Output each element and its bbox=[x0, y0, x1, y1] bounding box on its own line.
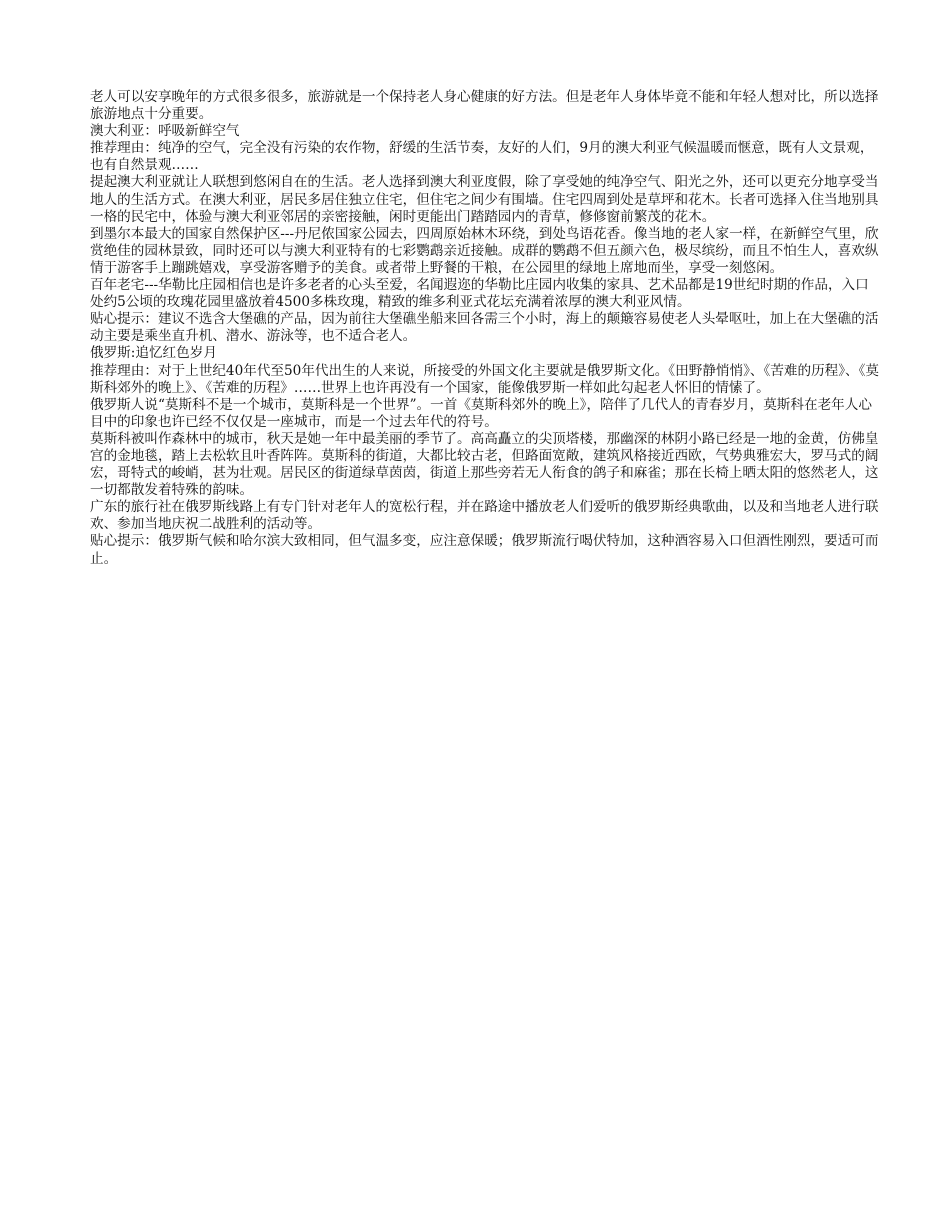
australia-manor-paragraph: 百年老宅---华勒比庄园相信也是许多老者的心头至爱，名闻遐迩的华勒比庄园内收集的家具、艺术品都是19世纪时期的作品，入口处约5公顷的玫瑰花园里盛放着4500多株玫瑰，精致的维多利亚式花坛充满着浓厚的澳大利亚风情。 bbox=[90, 277, 869, 311]
russia-reason-paragraph: 推荐理由：对于上世纪40年代至50年代出生的人来说，所接受的外国文化主要就是俄罗斯文化。《田野静悄悄》、《苦难的历程》、《莫斯科郊外的晚上》、《苦难的历程》……世界上也许再没有一个国家，能像俄罗斯一样如此勾起老人怀旧的情愫了。 bbox=[90, 362, 880, 396]
australia-reason-paragraph: 推荐理由：纯净的空气，完全没有污染的农作物，舒缓的生活节奏，友好的人们，9月的澳大利亚气候温暖而惬意，既有人文景观，也有自然景观…… bbox=[90, 140, 874, 174]
russia-forest-paragraph: 莫斯科被叫作森林中的城市，秋天是她一年中最美丽的季节了。高高矗立的尖顶塔楼，那幽深的林阴小路已经是一地的金黄，仿佛皇宫的金地毯，踏上去松软且叶香阵阵。莫斯科的街道，大都比较古老，但路面宽敞，建筑风格接近西欧，气势典雅宏大，罗马式的阔宏，哥特式的峻峭，甚为壮观。居民区的街道绿草茵茵，街道上那些旁若无人衔食的鸽子和麻雀；那在长椅上晒太阳的悠然老人，这一切都散发着特殊的韵味。 bbox=[90, 430, 879, 499]
russia-moscow-paragraph: 俄罗斯人说“莫斯科不是一个城市，莫斯科是一个世界”。一首《莫斯科郊外的晚上》，陪伴了几代人的青春岁月，莫斯科在老年人心目中的印象也许已经不仅仅是一座城市，而是一个过去年代的符号。 bbox=[90, 396, 872, 430]
australia-tip-paragraph: 贴心提示：建议不选含大堡礁的产品，因为前往大堡礁坐船来回各需三个小时，海上的颠簸容易使老人头晕呕吐，加上在大堡礁的活动主要是乘坐直升机、潜水、游泳等，也不适合老人。 bbox=[90, 311, 879, 345]
australia-heading: 澳大利亚：呼吸新鲜空气 bbox=[90, 123, 240, 140]
intro-paragraph: 老人可以安享晚年的方式很多很多，旅游就是一个保持老人身心健康的好方法。但是老年人身体毕竟不能和年轻人想对比，所以选择旅游地点十分重要。 bbox=[90, 89, 879, 123]
document-body bbox=[90, 89, 880, 568]
australia-park-paragraph: 到墨尔本最大的国家自然保护区---丹尼侬国家公园去，四周原始林木环绕，到处鸟语花香。像当地的老人家一样，在新鲜空气里，欣赏绝佳的园林景致，同时还可以与澳大利亚特有的七彩鹦鹉亲近接触。成群的鹦鹉不但五颜六色，极尽缤纷，而且不怕生人，喜欢纵情于游客手上蹦跳嬉戏，享受游客赠予的美食。或者带上野餐的干粮，在公园里的绿地上席地而坐，享受一刻悠闲。 bbox=[90, 225, 879, 276]
russia-tip-paragraph: 贴心提示：俄罗斯气候和哈尔滨大致相同，但气温多变，应注意保暖；俄罗斯流行喝伏特加，这种酒容易入口但酒性刚烈，要适可而止。 bbox=[90, 533, 879, 567]
russia-agency-paragraph: 广东的旅行社在俄罗斯线路上有专门针对老年人的宽松行程，并在路途中播放老人们爱听的俄罗斯经典歌曲，以及和当地老人进行联欢、参加当地庆祝二战胜利的活动等。 bbox=[90, 499, 879, 533]
australia-lifestyle-paragraph: 提起澳大利亚就让人联想到悠闲自在的生活。老人选择到澳大利亚度假，除了享受她的纯净空气、阳光之外，还可以更充分地享受当地人的生活方式。在澳大利亚，居民多居住独立住宅，但住宅之间少有围墙。住宅四周到处是草坪和花木。长者可选择入住当地别具一格的民宅中，体验与澳大利亚邻居的亲密接触，闲时更能出门踏踏园内的青草，修修窗前繁茂的花木。 bbox=[90, 174, 879, 225]
russia-heading: 俄罗斯:追忆红色岁月 bbox=[90, 345, 217, 362]
